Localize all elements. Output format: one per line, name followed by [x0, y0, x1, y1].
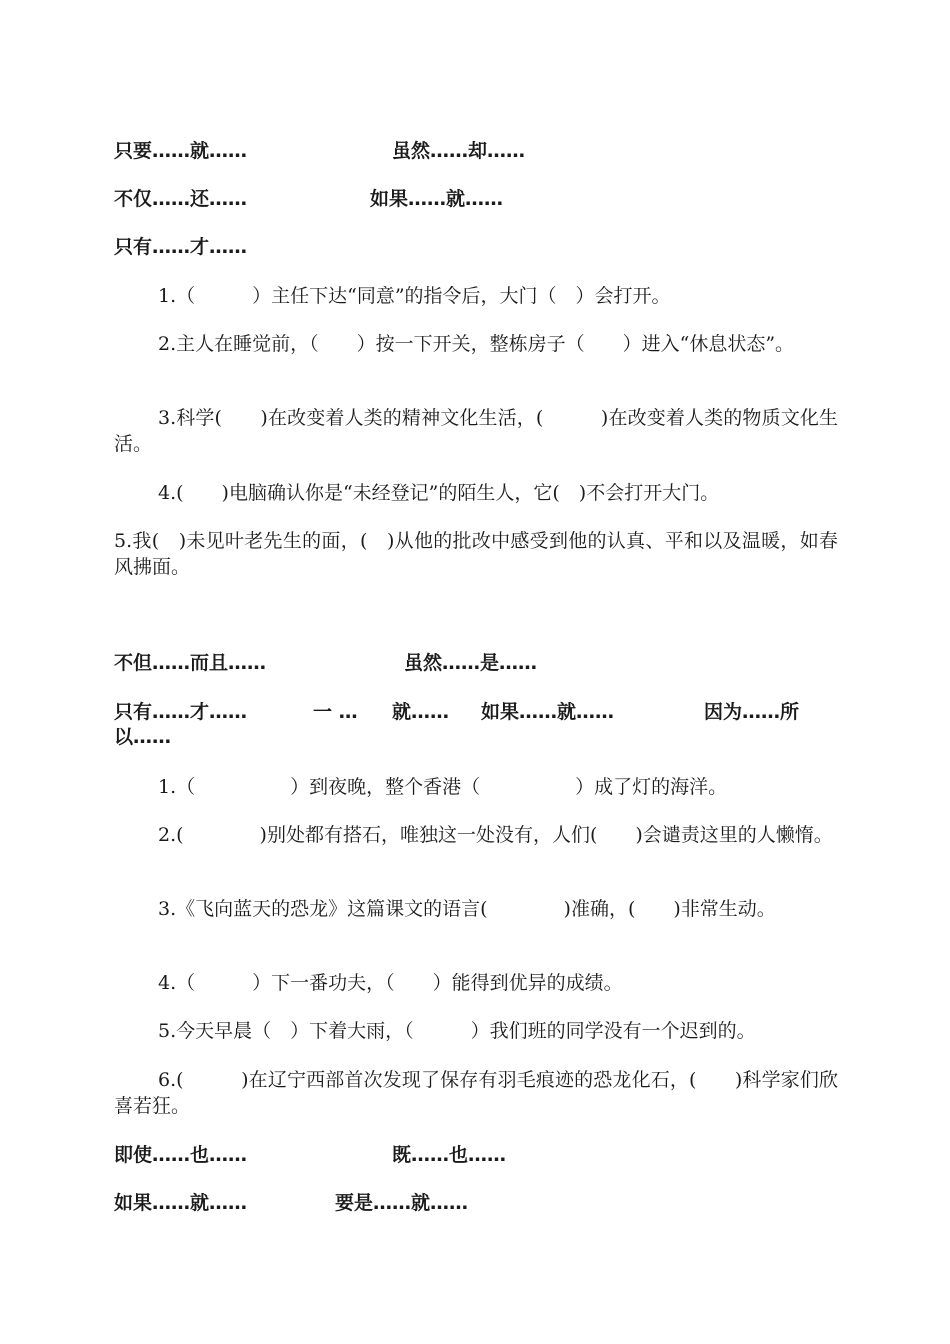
connective-label: 只有……才…… [114, 701, 248, 723]
connective-label: 既……也…… [392, 1144, 507, 1166]
question-1: 1.（ ）到夜晚，整个香港（ ）成了灯的海洋。 [158, 776, 728, 798]
question-4: 4.（ ）下一番功夫，（ ）能得到优异的成绩。 [158, 972, 623, 994]
connective-label: 即使……也…… [114, 1144, 248, 1166]
connective-row [114, 138, 247, 164]
connective-label: 如果……就…… [481, 701, 615, 723]
question-3: 3.科学( )在改变着人类的精神文化生活，( )在改变着人类的物质文化生活。 [114, 407, 838, 455]
connective-row [704, 699, 799, 725]
question-4: 4.( )电脑确认你是“未经登记”的陌生人，它( )不会打开大门。 [158, 482, 720, 504]
connective-label: 如果……就…… [114, 1192, 248, 1214]
connective-label: 因为……所 [704, 701, 800, 723]
connective-row [313, 699, 358, 725]
connective-row [404, 650, 537, 676]
connective-label: 不但……而且…… [114, 652, 267, 674]
connective-row [114, 724, 171, 750]
connective-row [114, 1190, 247, 1216]
question-5: 5.今天早晨（ ）下着大雨，（ ）我们班的同学没有一个迟到的。 [158, 1020, 756, 1042]
connective-row [114, 650, 266, 676]
connective-row [481, 699, 614, 725]
question-5: 5.我( )未见叶老先生的面，( )从他的批改中感受到他的认真、平和以及温暖，如春风拂面。 [114, 530, 838, 578]
question-6: 6.( )在辽宁西部首次发现了保存有羽毛痕迹的恐龙化石，( )科学家们欣喜若狂。 [114, 1069, 838, 1117]
connective-label: 虽然……却…… [392, 140, 526, 162]
connective-row [114, 186, 247, 212]
connective-label: 就…… [392, 701, 450, 723]
connective-row [114, 699, 247, 725]
connective-label: 虽然……是…… [404, 652, 538, 674]
question-2: 2.( )别处都有搭石，唯独这一处没有，人们( )会谴责这里的人懒惰。 [158, 824, 833, 846]
question-1: 1.（ ）主任下达“同意”的指令后，大门（ ）会打开。 [158, 285, 671, 307]
connective-label: 一 … [313, 701, 358, 723]
connective-row [370, 186, 503, 212]
connective-label: 只要……就…… [114, 140, 248, 162]
question-3: 3.《飞向蓝天的恐龙》这篇课文的语言( )准确，( )非常生动。 [158, 898, 776, 920]
question-2: 2.主人在睡觉前，（ ）按一下开关，整栋房子（ ）进入“休息状态”。 [158, 333, 795, 355]
connective-row [114, 234, 247, 260]
connective-row [392, 138, 525, 164]
connective-row [335, 1190, 468, 1216]
connective-label: 如果……就…… [370, 188, 504, 210]
connective-label: 不仅……还…… [114, 188, 248, 210]
connective-row [114, 1142, 247, 1168]
connective-row [392, 1142, 506, 1168]
connective-label: 要是……就…… [335, 1192, 469, 1214]
connective-label: 以…… [114, 726, 172, 748]
connective-label: 只有……才…… [114, 236, 248, 258]
connective-row [392, 699, 449, 725]
